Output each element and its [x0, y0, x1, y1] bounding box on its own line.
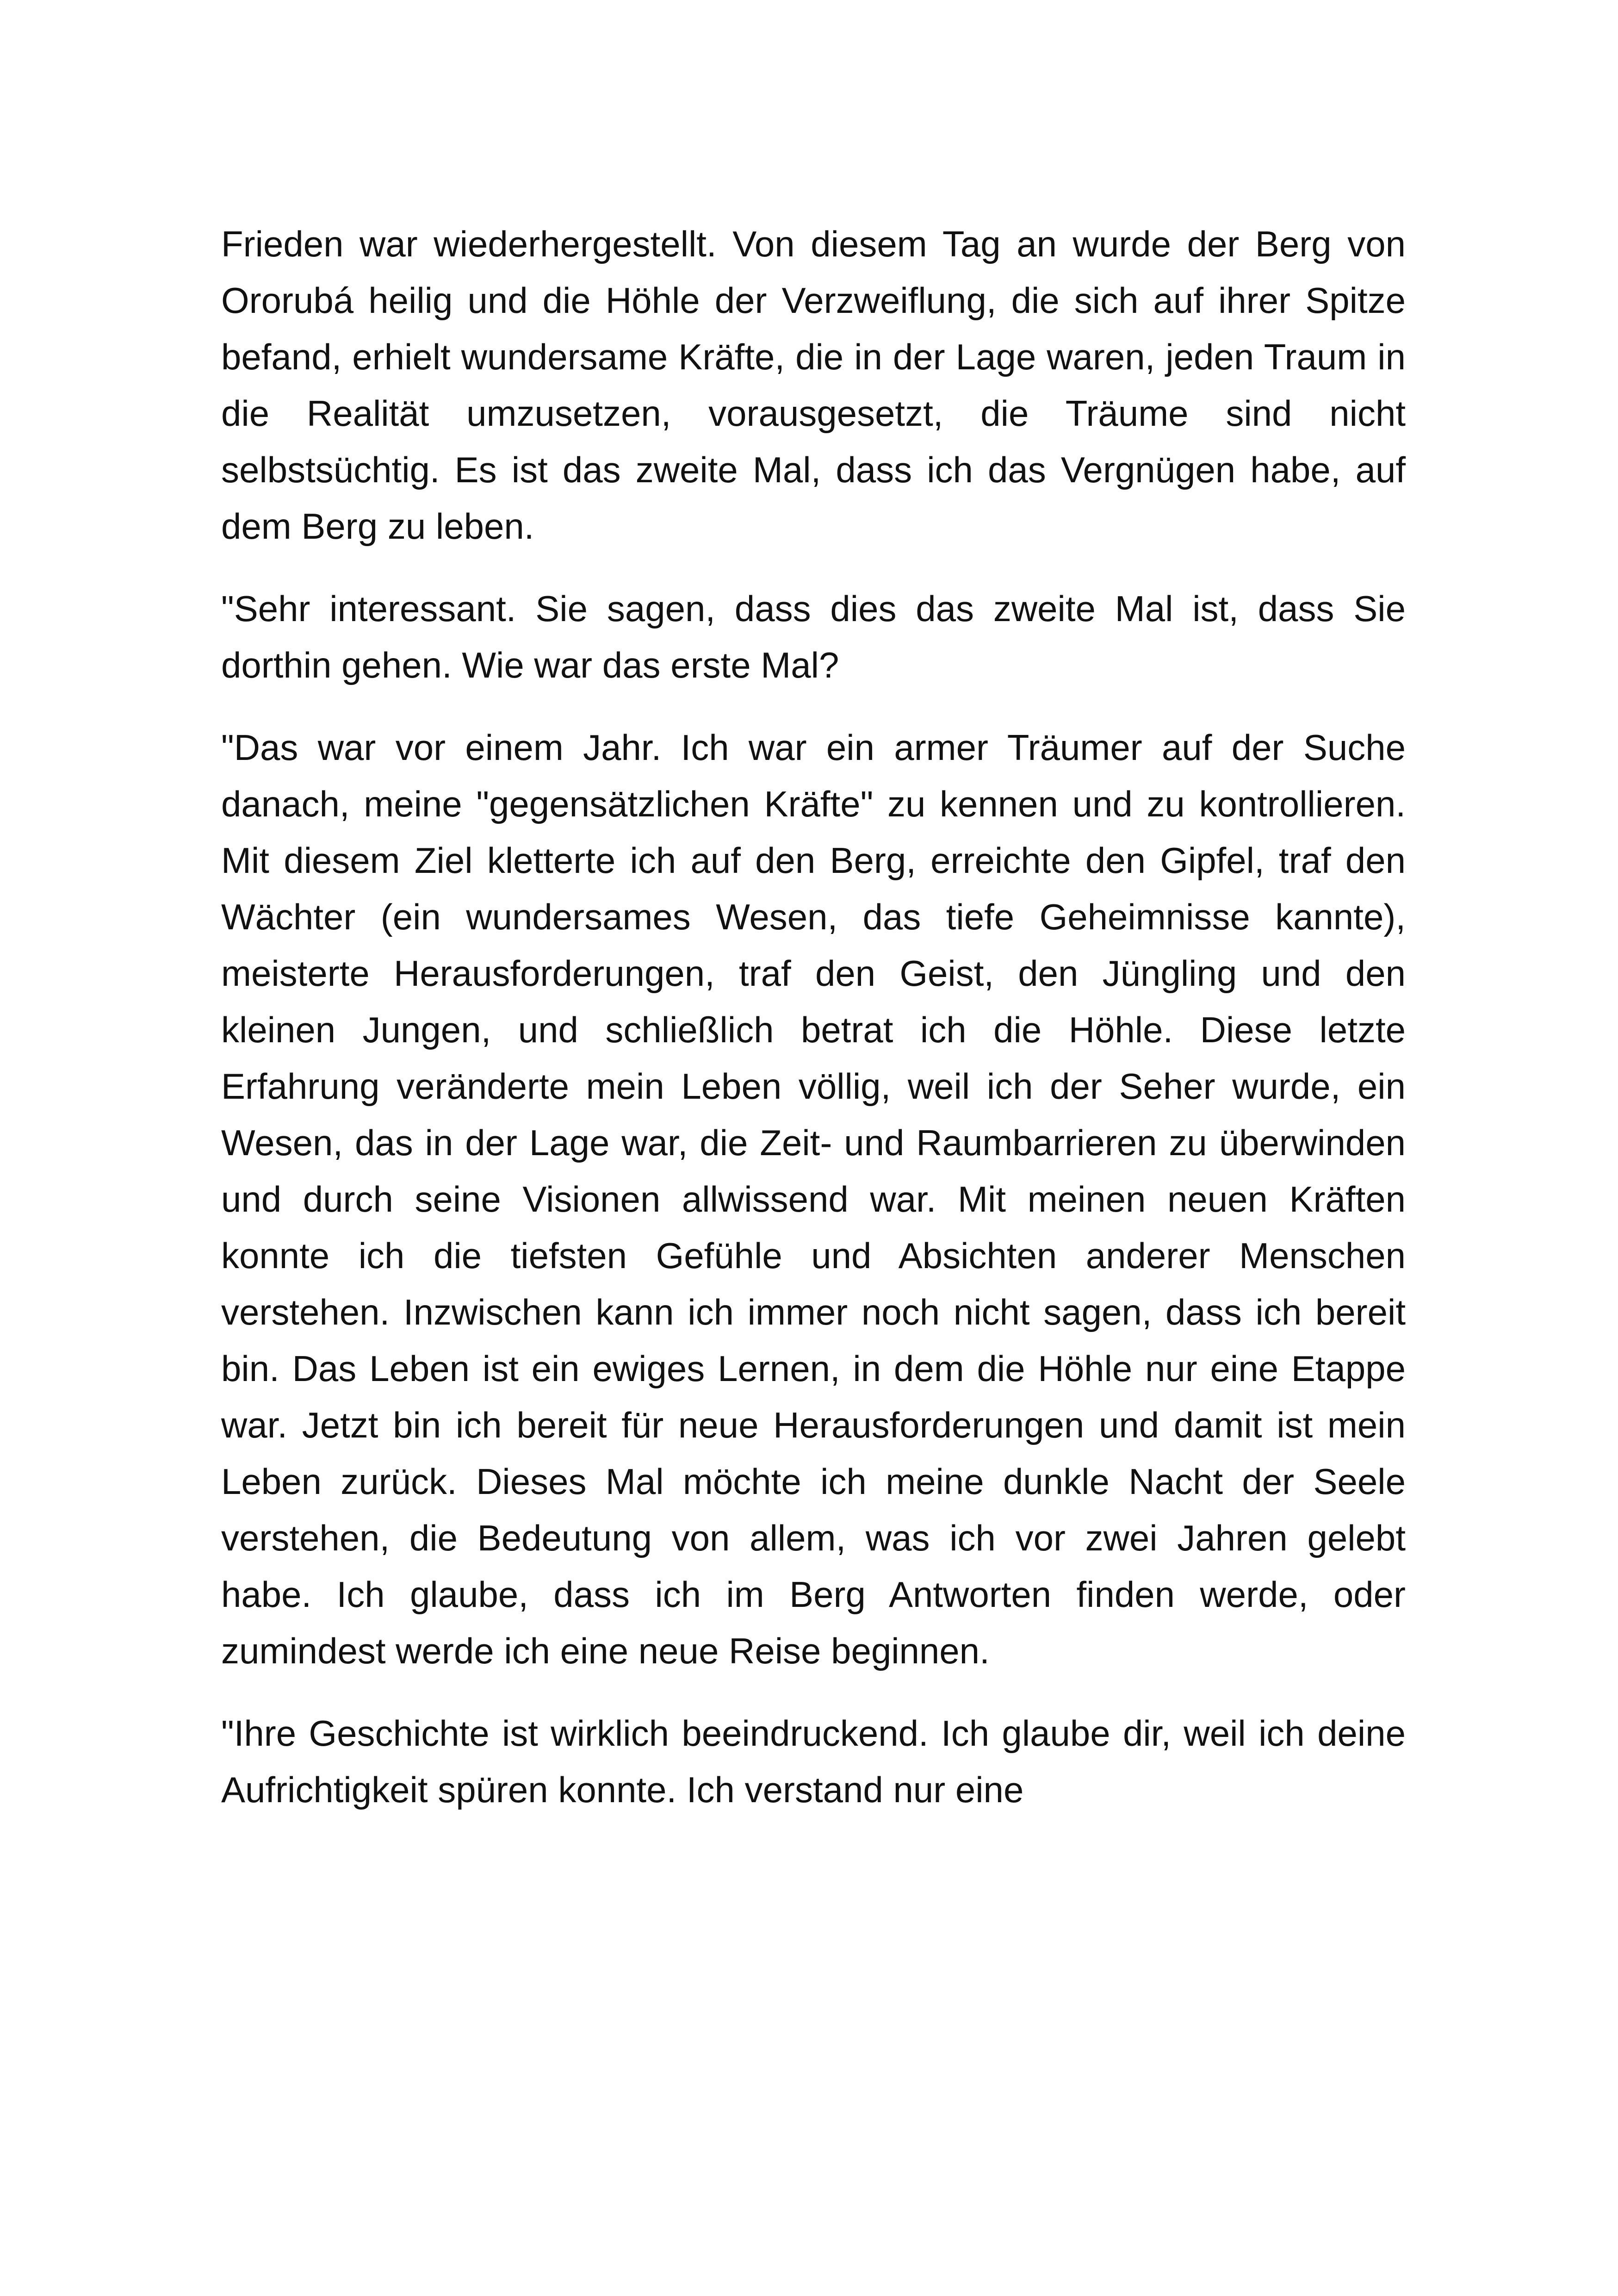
paragraph: "Das war vor einem Jahr. Ich war ein armer Träumer auf der Suche danach, meine "gegensätzlichen Kräfte" zu kennen und zu kontrollieren. Mit diesem Ziel kletterte ich auf den Berg, erreichte den Gipfel, traf den Wächter (ein wundersames Wesen, das tiefe Geheimnisse kannte), meisterte Herausforderungen, traf den Geist, den Jüngling und den kleinen Jungen, und schließlich betrat ich die Höhle. Diese letzte Erfahrung veränderte mein Leben völlig, weil ich der Seher wurde, ein Wesen, das in der Lage war, die Zeit- und Raumbarrieren zu überwinden und durch seine Visionen allwissend war. Mit meinen neuen Kräften konnte ich die tiefsten Gefühle und Absichten anderer Menschen verstehen. Inzwischen kann ich immer noch nicht sagen, dass ich bereit bin. Das Leben ist ein ewiges Lernen, in dem die Höhle nur eine Etappe war. Jetzt bin ich bereit für neue Herausforderungen und damit ist mein Leben zurück. Dieses Mal möchte ich meine dunkle Nacht der Seele verstehen, die Bedeutung von allem, was ich vor zwei Jahren gelebt habe. Ich glaube, dass ich im Berg Antworten finden werde, oder zumindest werde ich eine neue Reise beginnen. [221, 727, 1406, 1671]
paragraph: Frieden war wiederhergestellt. Von diesem Tag an wurde der Berg von Ororubá heilig und die Höhle der Verzweiflung, die sich auf ihrer Spitze befand, erhielt wundersame Kräfte, die in der Lage waren, jeden Traum in die Realität umzusetzen, vorausgesetzt, die Träume sind nicht selbstsüchtig. Es ist das zweite Mal, dass ich das Vergnügen habe, auf dem Berg zu leben. [221, 224, 1406, 547]
paragraph: "Sehr interessant. Sie sagen, dass dies das zweite Mal ist, dass Sie dorthin gehen. Wie war das erste Mal? [221, 588, 1406, 685]
paragraph: "Ihre Geschichte ist wirklich beeindruckend. Ich glaube dir, weil ich deine Aufrichtigkeit spüren konnte. Ich verstand nur eine [221, 1713, 1406, 1810]
document-page [221, 216, 1406, 1818]
